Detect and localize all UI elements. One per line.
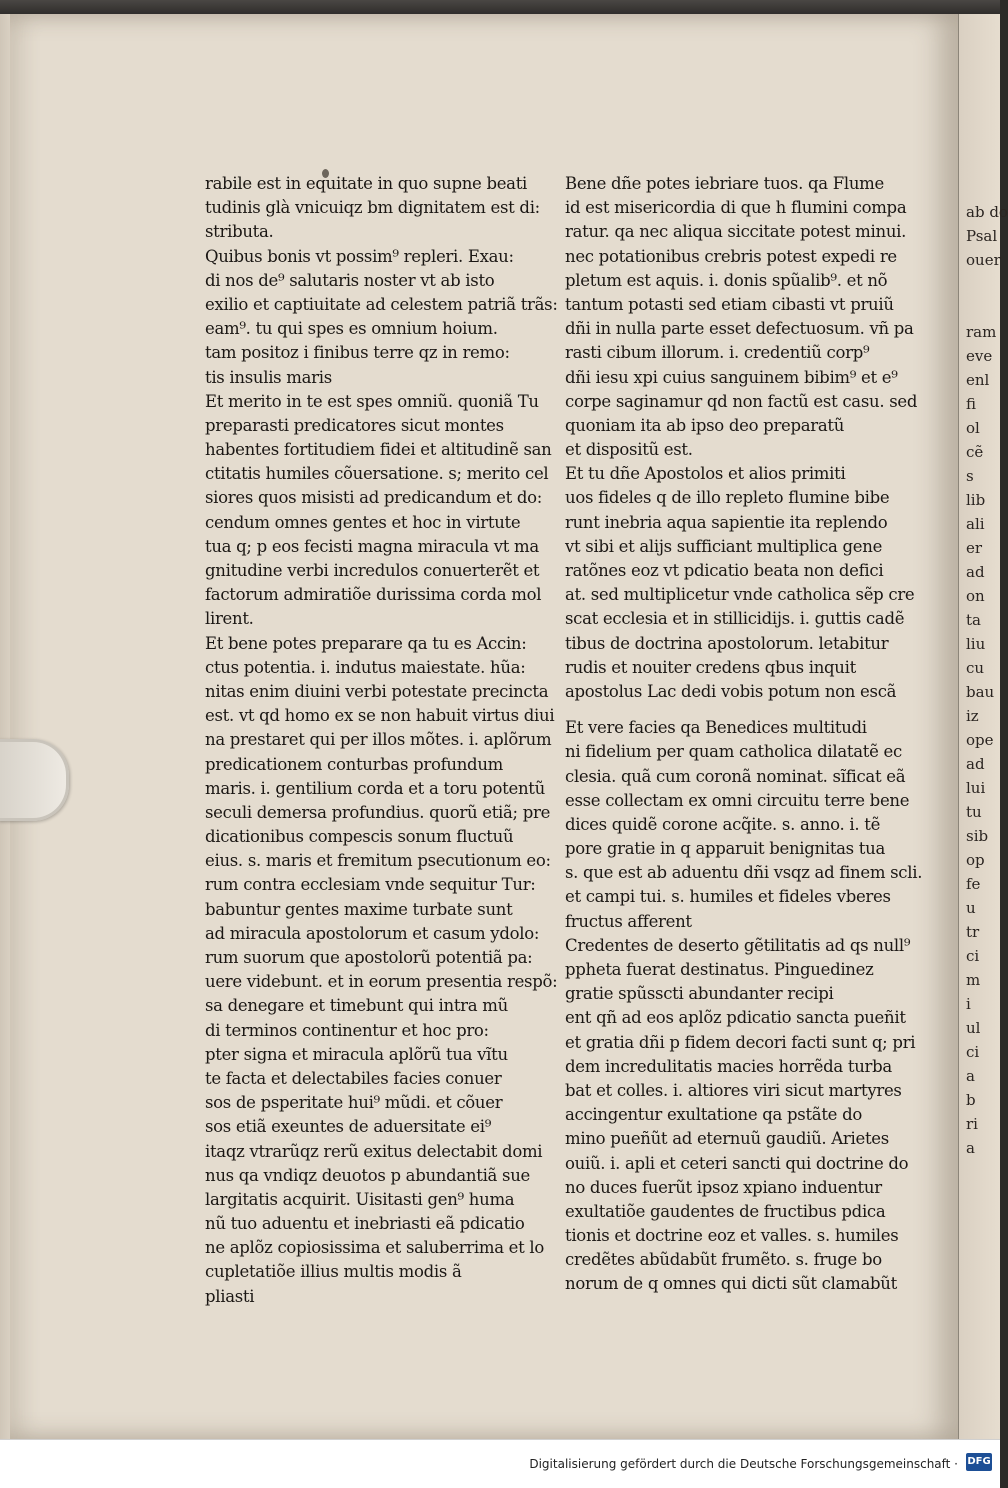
adjacent-text-line: a [966,1067,975,1085]
text-line: dicationibus compescis sonum fluctuũ [205,827,514,847]
adjacent-text-line: ul [966,1019,981,1037]
scanner-top-strip [0,0,1000,14]
text-line: id est misericordia di que h flumini compa [565,198,907,218]
adjacent-text-line: ri [966,1115,978,1133]
adjacent-text-line: ab do [966,203,1008,221]
text-line: ctus potentia. i. indutus maiestate. hũa: [205,657,526,677]
text-line: ratõnes eoz vt pdicatio beata non defici [565,561,884,580]
adjacent-text-line: u [966,899,976,917]
adjacent-text-line: a [966,1139,975,1157]
text-line: ent qñ ad eos aplõz pdicatio sancta pueñit [565,1008,906,1028]
text-line: pore gratie in q apparuit benignitas tua [565,839,885,859]
text-line: babuntur gentes maxime turbate sunt [205,899,513,919]
adjacent-text-line: fe [966,875,981,893]
text-line: factorum admiratiõe durissima corda mol [205,585,542,605]
text-line: nitas enim diuini verbi potestate precincta [205,681,549,701]
adjacent-text-line: ope [966,731,994,749]
text-line: esse collectam ex omni circuitu terre bene [565,790,910,810]
text-line: rabile est in equitate in quo supne beati [205,174,528,193]
adjacent-text-line: b [966,1091,976,1109]
text-line: te facta et delectabiles facies conuer [205,1068,502,1088]
adjacent-text-line: tr [966,923,980,941]
text-line: preparasti predicatores sicut montes [205,415,504,435]
text-line: tis insulis maris [205,367,332,387]
paragraph-gap [565,704,915,716]
text-line: apostolus Lac dedi vobis potum non escã [565,681,897,701]
text-line: Et tu dñe Apostolos et alios primiti [565,464,846,484]
text-line: dñi iesu xpi cuius sanguinem bibim⁹ et e⁹ [565,367,898,387]
dfg-logo[interactable]: DFG [966,1453,992,1471]
text-line: Quibus bonis vt possim⁹ repleri. Exau: [205,246,514,266]
text-line: nus qa vndiqz deuotos p abundantiã sue [205,1165,530,1185]
adjacent-text-line: cẽ [966,443,984,461]
text-line: pliasti [205,1286,255,1306]
text-line: Et vere facies qa Benedices multitudi [565,718,867,738]
text-line: di nos de⁹ salutaris noster vt ab isto [205,270,495,290]
text-line: dem incredulitatis macies horrẽda turba [565,1056,892,1076]
adjacent-text-line: ci [966,947,980,965]
text-line: ni fidelium per quam catholica dilatatẽ ec [565,742,902,762]
text-line: cendum omnes gentes et hoc in virtute [205,512,521,532]
text-line: at. sed multiplicetur vnde catholica sẽp cre [565,585,915,605]
text-line: pletum est aquis. i. donis spũalib⁹. et nõ [565,270,888,290]
text-line: na prestaret qui per illos mõtes. i. aplõrum [205,730,552,750]
adjacent-text-line: i [966,995,971,1013]
text-line: exultatiõe gaudentes de fructibus pdica [565,1201,886,1221]
adjacent-text-line: sib [966,827,989,845]
text-line: mino pueñũt ad eternuũ gaudiũ. Arietes [565,1129,889,1149]
adjacent-text-line [966,272,1000,296]
text-line: no duces fuerũt ipsoz xpiano induentur [565,1177,882,1197]
text-line: tudinis glà vnicuiqz bm dignitatem est di: [205,198,540,218]
adjacent-text-line [966,296,1000,320]
text-line: lirent. [205,609,254,629]
adjacent-text-line: ad [966,563,985,581]
text-line: runt inebria aqua sapientie ita replendo [565,512,888,532]
text-line: s. que est ab aduentu dñi vsqz ad finem scli. [565,863,923,883]
adjacent-text-line: ouer [966,251,1001,269]
adjacent-text-line: s [966,467,974,485]
text-line: stributa. [205,222,274,242]
text-line: seculi demersa profundius. quorũ etiã; pre [205,802,551,822]
adjacent-text-line: bau [966,683,995,701]
adjacent-text-line: lib [966,491,986,509]
text-line: corpe saginamur qd non factũ est casu. sed [565,391,918,411]
text-line: tua q; p eos fecisti magna miracula vt ma [205,536,539,556]
left-text-column [205,172,558,1309]
text-line: rasti cibum illorum. i. credentiũ corp⁹ [565,343,870,363]
text-line: nec potationibus crebris potest expedi re [565,246,897,266]
text-line: Et merito in te est spes omniũ. quoniã Tu [205,391,539,411]
text-line: cupletatiõe illius multis modis ã [205,1262,462,1282]
text-line: vt sibi et alijs sufficiant multiplica gene [565,536,883,556]
adjacent-text-line: ram [966,323,997,341]
adjacent-text-line: cu [966,659,985,677]
adjacent-text-line: ol [966,419,980,437]
text-line: quoniam ita ab ipso deo preparatũ [565,415,845,435]
adjacent-text-line: tu [966,803,982,821]
digitization-footer [0,1439,1000,1488]
adjacent-text-line: m [966,971,981,989]
adjacent-text-line: op [966,851,985,869]
text-line: et gratia dñi p fidem decori facti sunt q; pri [565,1032,916,1052]
text-line: fructus afferent [565,911,692,931]
text-line: sos de psperitate hui⁹ mũdi. et cõuer [205,1093,503,1113]
text-line: Et bene potes preparare qa tu es Accin: [205,633,527,653]
adjacent-text-line: eve [966,347,993,365]
text-line: di terminos continentur et hoc pro: [205,1020,489,1040]
text-line: siores quos misisti ad predicandum et do: [205,488,543,508]
text-line: eius. s. maris et fremitum psecutionum eo: [205,851,551,871]
text-line: bat et colles. i. altiores viri sicut martyres [565,1080,902,1100]
text-line: est. vt qd homo ex se non habuit virtus diui [205,706,555,726]
adjacent-text-line: fi [966,395,977,413]
text-line: tibus de doctrina apostolorum. letabitur [565,633,889,653]
right-text-column [565,172,923,1297]
adjacent-text-line: lui [966,779,986,797]
text-line: accingentur exultatione qa pstãte do [565,1105,862,1125]
text-line: predicationem conturbas profundum [205,754,503,774]
text-line: exilio et captiuitate ad celestem patriã trãs: [205,294,558,314]
funding-credit: Digitalisierung gefördert durch die Deutsche Forschungsgemeinschaft · [529,1457,958,1471]
text-line: itaqz vtrarũqz rerũ exitus delectabit domi [205,1141,543,1161]
adjacent-text-line: on [966,587,985,605]
text-line: uos fideles q de illo repleto flumine bibe [565,488,890,508]
adjacent-text-line: Psal [966,227,998,245]
text-line: et campi tui. s. humiles et fideles vberes [565,887,891,907]
text-line: dices quidẽ corone acq̃ite. s. anno. i. tẽ [565,814,881,834]
text-line: sa denegare et timebunt qui intra mũ [205,996,508,1016]
text-line: scat ecclesia et in stillicidijs. i. guttis cadẽ [565,609,905,629]
text-line: ctitatis humiles cõuersatione. s; merito cel [205,464,549,484]
text-line: rudis et nouiter credens qbus inquit [565,657,856,677]
text-line: ppheta fuerat destinatus. Pinguedinez [565,960,874,979]
text-line: maris. i. gentilium corda et a toru potentũ [205,778,545,798]
text-line: rum suorum que apostolorũ potentiã pa: [205,948,533,967]
text-line: clesia. quã cum coronã nominat. sĩficat eã [565,766,906,786]
text-line: gnitudine verbi incredulos conuerterẽt et [205,561,540,580]
adjacent-text-line: ta [966,611,981,629]
text-line: ad miracula apostolorum et casum ydolo: [205,923,540,943]
text-line: rum contra ecclesiam vnde sequitur Tur: [205,875,536,895]
text-line: pter signa et miracula aplõrũ tua vĩtu [205,1044,508,1064]
text-line: ouiũ. i. apli et ceteri sancti qui doctrine do [565,1153,909,1173]
bookmark-ribbon [0,739,69,821]
text-line: habentes fortitudiem fidei et altitudinẽ san [205,440,552,460]
adjacent-text-line: ali [966,515,985,533]
text-line: eam⁹. tu qui spes es omnium hoium. [205,319,498,339]
text-line: tantum potasti sed etiam cibasti vt pruiũ [565,294,894,314]
text-line: Bene dñe potes iebriare tuos. qa Flume [565,174,884,193]
adjacent-text-line: ci [966,1043,980,1061]
text-line: tam positoz i finibus terre qz in remo: [205,343,510,363]
text-line: ratur. qa nec aliqua siccitate potest minui. [565,222,907,242]
adjacent-page-fragment [966,200,1008,1330]
adjacent-text-line: enl [966,371,990,389]
text-line: Credentes de deserto gẽtilitatis ad qs null⁹ [565,935,911,955]
text-line: uere videbunt. et in eorum presentia respõ: [205,972,558,992]
adjacent-text-line: er [966,539,983,557]
text-line: largitatis acquirit. Uisitasti gen⁹ huma [205,1189,515,1209]
text-line: sos etiã exeuntes de aduersitate ei⁹ [205,1117,492,1137]
text-line: dñi in nulla parte esset defectuosum. vñ pa [565,319,914,339]
text-line: credẽtes abũdabũt frumẽto. s. fruge bo [565,1250,882,1270]
text-line: nũ tuo aduentu et inebriasti eã pdicatio [205,1214,525,1234]
text-line: tionis et doctrine eoz et valles. s. humiles [565,1226,899,1246]
adjacent-text-line: liu [966,635,986,653]
text-line: et dispositũ est. [565,440,693,460]
text-line: ne aplõz copiosissima et saluberrima et lo [205,1238,545,1258]
adjacent-text-line: iz [966,707,979,725]
text-line: gratie spũsscti abundanter recipi [565,984,834,1004]
text-line: norum de q omnes qui dicti sũt clamabũt [565,1274,897,1294]
adjacent-text-line: ad [966,755,985,773]
